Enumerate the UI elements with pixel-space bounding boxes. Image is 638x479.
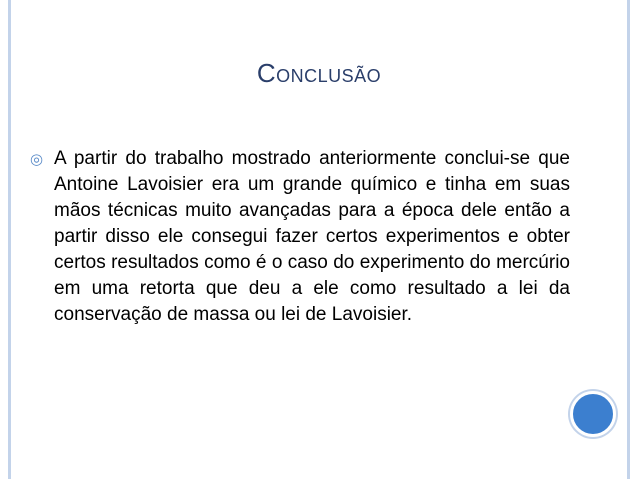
decorative-circle-icon bbox=[570, 391, 616, 437]
slide-title: Conclusão bbox=[256, 58, 382, 88]
ring-bullet-icon: ◎ bbox=[30, 151, 44, 168]
bullet-item bbox=[30, 146, 570, 328]
bullet-text: A partir do trabalho mostrado anteriormente conclui-se que Antoine Lavoisier era um grande químico e tinha em suas mãos técnicas muito avançadas para a época dele então a partir disso ele consegui fazer certos experimentos e obter certos resultados como é o caso do experimento do mercúrio em uma retorta que deu a ele como resultado a lei da conservação de massa ou lei de Lavoisier. bbox=[54, 148, 570, 325]
